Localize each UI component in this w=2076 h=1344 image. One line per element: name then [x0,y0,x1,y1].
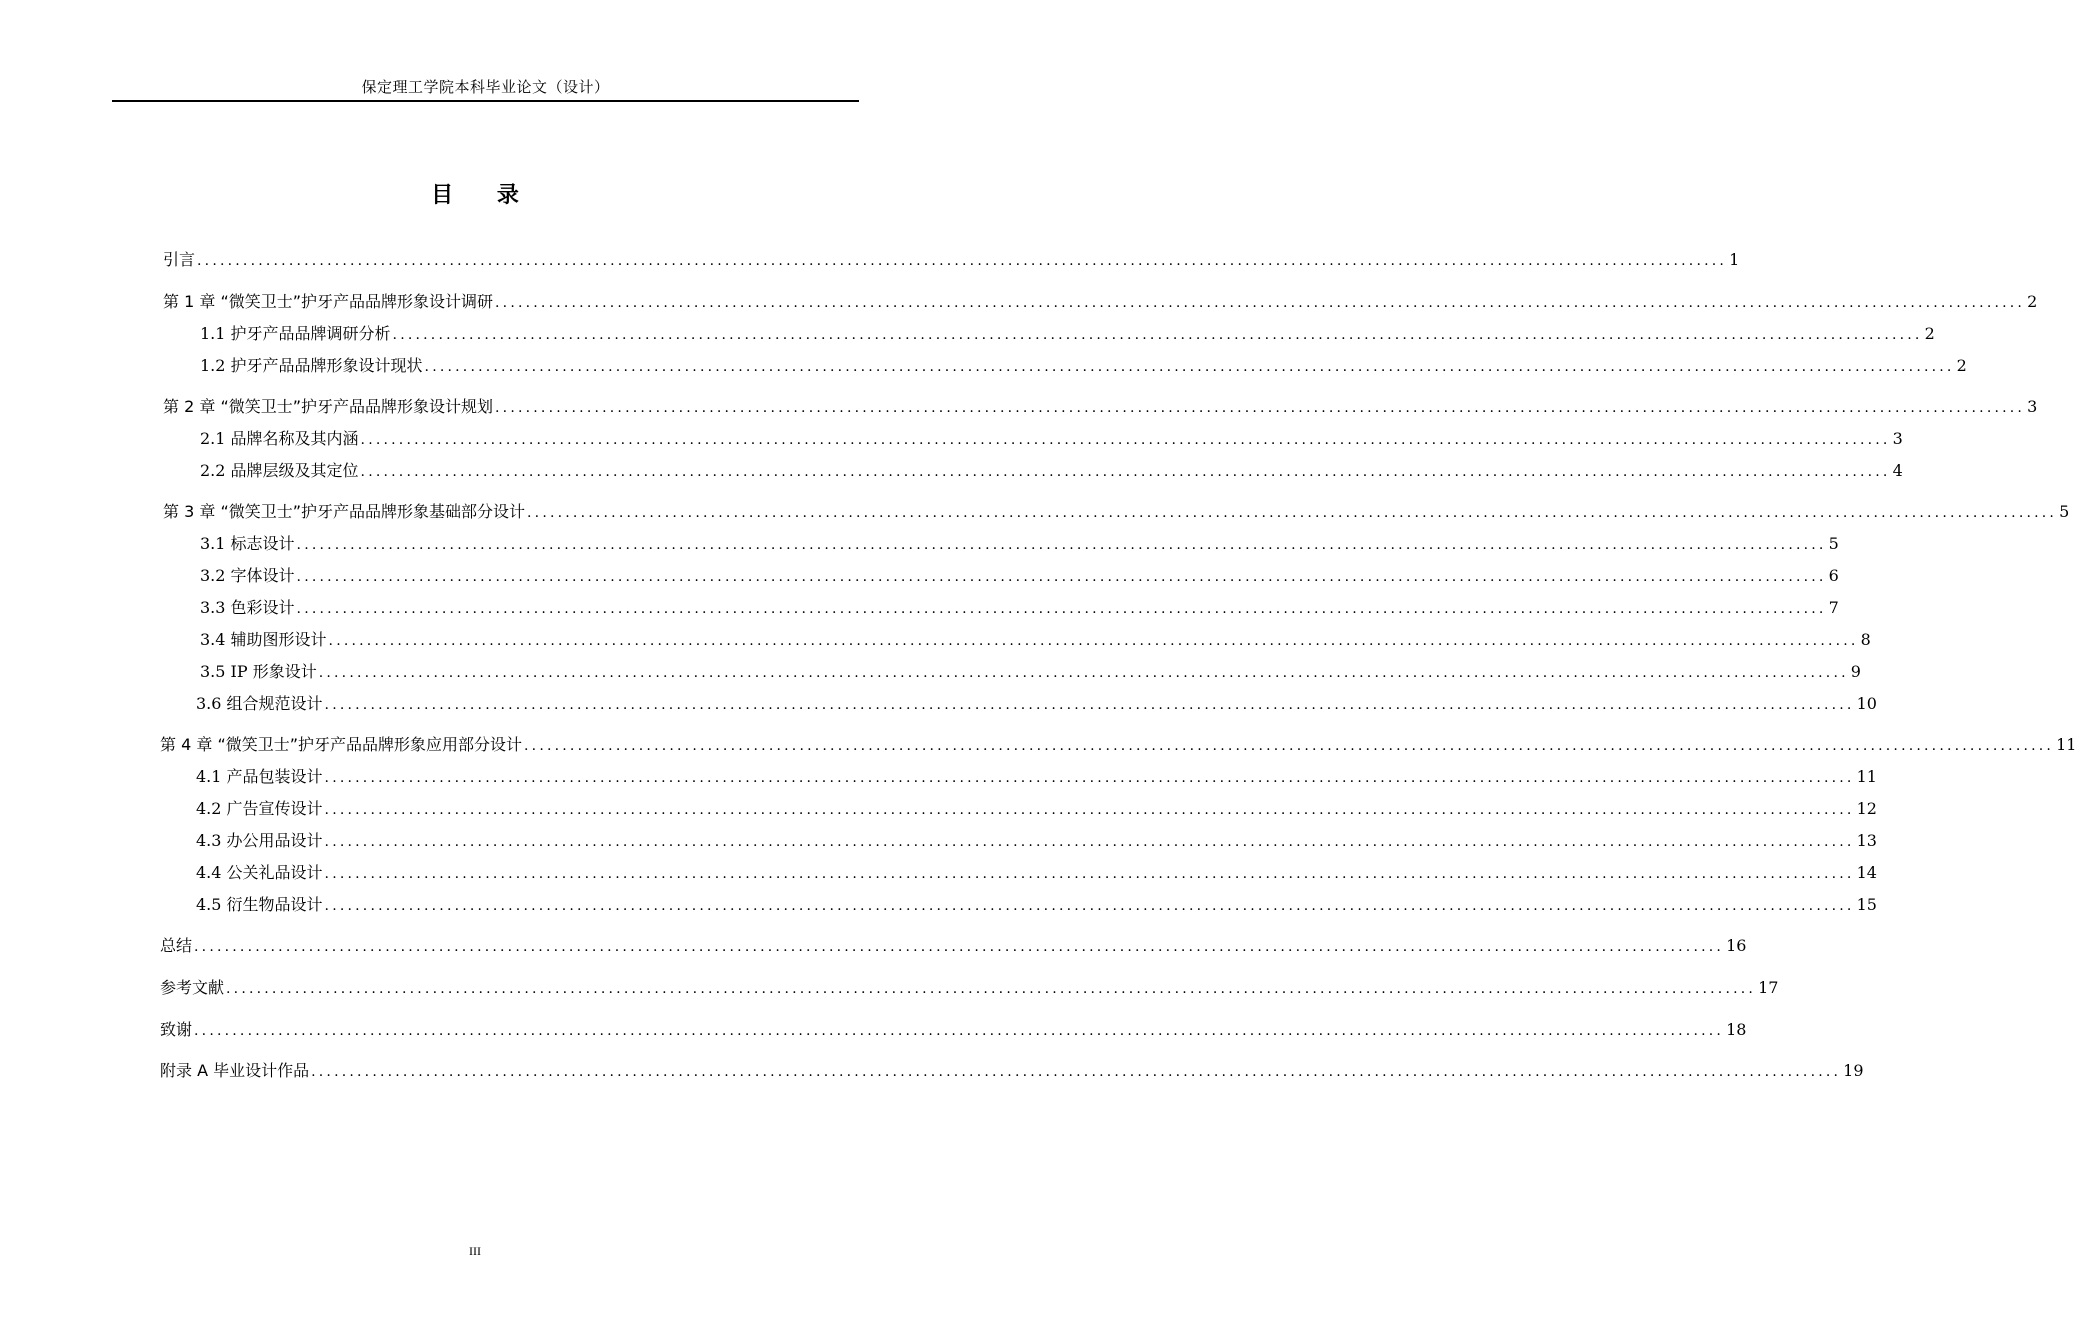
toc-entry-title: 4.1 产品包装设计 [196,767,323,786]
toc-entry[interactable] [196,798,1877,820]
toc-entry-page: 14 [1856,863,1877,882]
toc-entry-title: 致谢 [160,1020,193,1039]
toc-entry-title: 第 4 章 “微笑卫士”护牙产品品牌形象应用部分设计 [160,735,523,754]
toc-entry-title: 3.6 组合规范设计 [196,694,323,713]
toc-entry-title: 4.5 衍生物品设计 [196,895,323,914]
toc-leader-dots: ........................................................................................................................................................................................................ [524,738,2055,754]
toc-entry-page: 12 [1856,799,1877,818]
toc-entry[interactable] [160,1060,1864,1082]
toc-entry-page: 4 [1892,461,1903,480]
toc-leader-dots: ........................................................................................................................................................................................................ [360,432,1891,448]
toc-entry[interactable] [200,355,1967,377]
toc-leader-dots: ........................................................................................................................................................................................................ [495,295,2026,311]
toc-entry-title: 第 2 章 “微笑卫士”护牙产品品牌形象设计规划 [163,397,494,416]
toc-leader-dots: ........................................................................................................................................................................................................ [318,665,1849,681]
toc-entry[interactable] [200,428,1903,450]
toc-entry[interactable] [196,693,1877,715]
toc-entry-title: 2.1 品牌名称及其内涵 [200,429,359,448]
toc-entry-title: 第 1 章 “微笑卫士”护牙产品品牌形象设计调研 [163,292,494,311]
toc-leader-dots: ........................................................................................................................................................................................................ [197,253,1728,269]
toc-entry-title: 2.2 品牌层级及其定位 [200,461,359,480]
toc-entry-title: 附录 A 毕业设计作品 [160,1061,310,1080]
toc-entry-page: 9 [1850,662,1861,681]
toc-entry-page: 18 [1726,1020,1747,1039]
toc-leader-dots: ........................................................................................................................................................................................................ [324,697,1855,713]
toc-entry-page: 2 [1956,356,1967,375]
toc-entry-page: 17 [1758,978,1779,997]
toc-entry[interactable] [163,501,2070,523]
toc-leader-dots: ........................................................................................................................................................................................................ [324,770,1855,786]
toc-entry-title: 3.4 辅助图形设计 [200,630,327,649]
toc-leader-dots: ........................................................................................................................................................................................................ [324,834,1855,850]
running-header: 保定理工学院本科毕业论文（设计） [361,78,610,96]
toc-entry[interactable] [160,977,1779,999]
toc-entry[interactable] [196,766,1877,788]
toc-entry[interactable] [200,533,1839,555]
toc-entry-page: 6 [1828,566,1839,585]
toc-entry-page: 7 [1828,598,1839,617]
toc-entry-page: 16 [1726,936,1747,955]
toc-entry[interactable] [200,323,1935,345]
toc-entry-page: 5 [1828,534,1839,553]
toc-leader-dots: ........................................................................................................................................................................................................ [527,505,2058,521]
toc-entry-title: 参考文献 [160,978,225,997]
toc-entry[interactable] [160,1019,1747,1041]
toc-entry-title: 总结 [160,936,193,955]
toc-entry-title: 4.2 广告宣传设计 [196,799,323,818]
toc-title: 目 录 [431,183,537,208]
toc-leader-dots: ........................................................................................................................................................................................................ [495,400,2026,416]
toc-leader-dots: ........................................................................................................................................................................................................ [324,802,1855,818]
toc-entry[interactable] [200,565,1839,587]
toc-entry[interactable] [160,734,2076,756]
toc-leader-dots: ........................................................................................................................................................................................................ [311,1064,1842,1080]
toc-leader-dots: ........................................................................................................................................................................................................ [424,359,1955,375]
toc-entry[interactable] [163,249,1740,271]
toc-leader-dots: ........................................................................................................................................................................................................ [324,866,1855,882]
toc-entry-page: 19 [1843,1061,1864,1080]
toc-entry[interactable] [160,935,1747,957]
toc-entry-page: 8 [1860,630,1871,649]
toc-entry-page: 2 [2027,292,2038,311]
toc-entry-page: 11 [1856,767,1877,786]
toc-leader-dots: ........................................................................................................................................................................................................ [194,1023,1725,1039]
toc-entry-title: 引言 [163,250,196,269]
toc-entry[interactable] [163,396,2038,418]
toc-entry[interactable] [163,291,2038,313]
toc-leader-dots: ........................................................................................................................................................................................................ [194,939,1725,955]
toc-leader-dots: ........................................................................................................................................................................................................ [328,633,1859,649]
toc-leader-dots: ........................................................................................................................................................................................................ [226,981,1757,997]
toc-entry-page: 15 [1856,895,1877,914]
toc-entry-title: 1.1 护牙产品品牌调研分析 [200,324,391,343]
toc-entry-page: 13 [1856,831,1877,850]
toc-entry-page: 2 [1924,324,1935,343]
toc-entry-title: 3.2 字体设计 [200,566,295,585]
toc-entry-page: 1 [1729,250,1740,269]
toc-entry-title: 3.5 IP 形象设计 [200,662,317,681]
toc-entry-page: 3 [2027,397,2038,416]
toc-leader-dots: ........................................................................................................................................................................................................ [296,537,1827,553]
toc-entry[interactable] [200,460,1903,482]
toc-entry[interactable] [196,894,1877,916]
toc-leader-dots: ........................................................................................................................................................................................................ [296,601,1827,617]
toc-entry-title: 4.3 办公用品设计 [196,831,323,850]
toc-leader-dots: ........................................................................................................................................................................................................ [324,898,1855,914]
toc-leader-dots: ........................................................................................................................................................................................................ [392,327,1923,343]
toc-entry-page: 3 [1892,429,1903,448]
toc-entry[interactable] [196,830,1877,852]
toc-entry[interactable] [200,629,1871,651]
toc-entry-title: 3.1 标志设计 [200,534,295,553]
toc-entry-title: 第 3 章 “微笑卫士”护牙产品品牌形象基础部分设计 [163,502,526,521]
toc-entry[interactable] [196,862,1877,884]
toc-leader-dots: ........................................................................................................................................................................................................ [296,569,1827,585]
toc-entry[interactable] [200,597,1839,619]
toc-entry-page: 11 [2056,735,2076,754]
page-number: III [469,1244,481,1258]
toc-entry-page: 10 [1856,694,1877,713]
toc-leader-dots: ........................................................................................................................................................................................................ [360,464,1891,480]
toc-entry[interactable] [200,661,1861,683]
toc-entry-title: 1.2 护牙产品品牌形象设计现状 [200,356,423,375]
toc-entry-title: 3.3 色彩设计 [200,598,295,617]
toc-entry-title: 4.4 公关礼品设计 [196,863,323,882]
toc-entry-page: 5 [2059,502,2070,521]
